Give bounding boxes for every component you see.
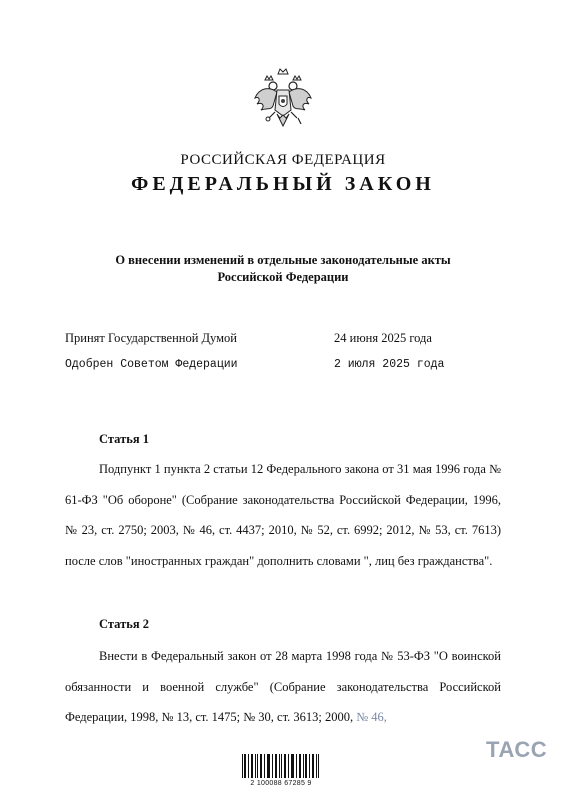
article-2-body: Внести в Федеральный закон от 28 марта 1998 года № 53-ФЗ "О воинской обязанности и военной службе" (Собрание законодательства Российской Федерации, 1998, № 13, ст. 1475; № 30, ст. 3613; 2000, — [65, 649, 501, 724]
document-type: ФЕДЕРАЛЬНЫЙ ЗАКОН — [131, 173, 435, 195]
article-1-text: Подпункт 1 пункта 2 статьи 12 Федерального закона от 31 мая 1996 года № 61-ФЗ "Об обороне" (Собрание законодательства Российской Федерации, 1996, № 23, ст. 2750; 2003, № 46, ст. 4437; 2010, № 52, ст. 6992; 2012, № 53, ст. 7613) после слов "иностранных граждан" дополнить словами ", лиц без гражданства". — [65, 462, 501, 568]
law-subject-line-1: О внесении изменений в отдельные законодательные акты — [115, 253, 451, 267]
article-2-faded-tail: № 46, — [356, 710, 387, 724]
duma-adoption-date: 24 июня 2025 года — [334, 331, 432, 345]
coat-of-arms-icon — [251, 66, 315, 132]
article-2-title: Статья 2 — [99, 617, 149, 631]
council-approval-label: Одобрен Советом Федерации — [65, 358, 238, 371]
barcode-number: 2 100088 67285 9 — [250, 780, 312, 787]
council-approval-date: 2 июля 2025 года — [334, 358, 445, 371]
tass-watermark: ТАСС — [486, 737, 548, 762]
country-name: РОССИЙСКАЯ ФЕДЕРАЦИЯ — [180, 152, 386, 168]
article-1-title: Статья 1 — [99, 432, 149, 446]
article-2-text — [65, 641, 501, 733]
barcode — [232, 752, 330, 792]
duma-adoption-label: Принят Государственной Думой — [65, 331, 237, 345]
barcode-bars — [232, 752, 330, 780]
law-subject — [0, 252, 566, 286]
law-subject-line-2: Российской Федерации — [217, 270, 349, 284]
